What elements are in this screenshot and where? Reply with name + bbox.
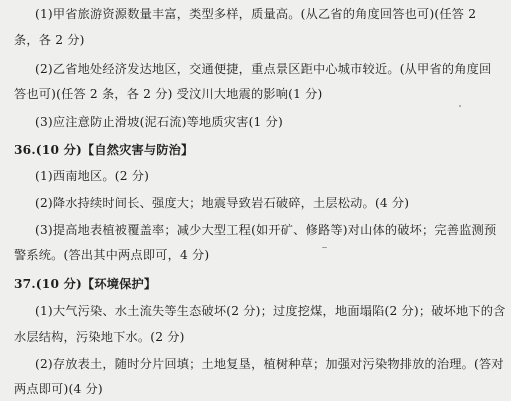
scan-speck [322,247,327,248]
answer-36-part3-line2: 警系统。(答出其中两点即可，4 分) [14,248,210,262]
question-36-heading: 36.(10 分)【自然灾害与防治】 [14,143,194,157]
question-37-heading: 37.(10 分)【环境保护】 [14,277,157,291]
answer-35-part2-line1: (2)乙省地处经济发达地区，交通便捷，重点景区距中心城市较近。(从甲省的角度回 [35,62,492,76]
answer-36-part2: (2)降水持续时间长、强度大；地震导致岩石破碎，土层松动。(4 分) [35,196,410,210]
answer-35-part3: (3)应注意防止滑坡(泥石流)等地质灾害(1 分) [35,115,283,129]
answer-35-part1-line2: 条，各 2 分) [14,33,85,47]
scan-speck [459,105,461,107]
answer-35-part1-line1: (1)甲省旅游资源数量丰富，类型多样，质量高。(从乙省的角度回答也可)(任答 2 [35,7,477,21]
answer-35-part2-line2: 答也可)(任答 2 条，各 2 分) 受汶川大地震的影响(1 分) [14,87,323,101]
answer-37-part1-line1: (1)大气污染、水土流失等生态破坏(2 分)；过度挖煤，地面塌陷(2 分)；破坏地下的含 [35,304,506,318]
answer-37-part2-line2: 两点即可)(4 分) [14,382,103,396]
answer-37-part1-line2: 水层结构，污染地下水。(2 分) [14,330,185,344]
answer-36-part1: (1)西南地区。(2 分) [35,169,150,183]
answer-36-part3-line1: (3)提高地表植被覆盖率；减少大型工程(如开矿、修路等)对山体的破坏；完善监测预 [35,223,497,237]
answer-37-part2-line1: (2)存放表土，随时分片回填；土地复垦，植树种草；加强对污染物排放的治理。(答对 [35,357,504,371]
